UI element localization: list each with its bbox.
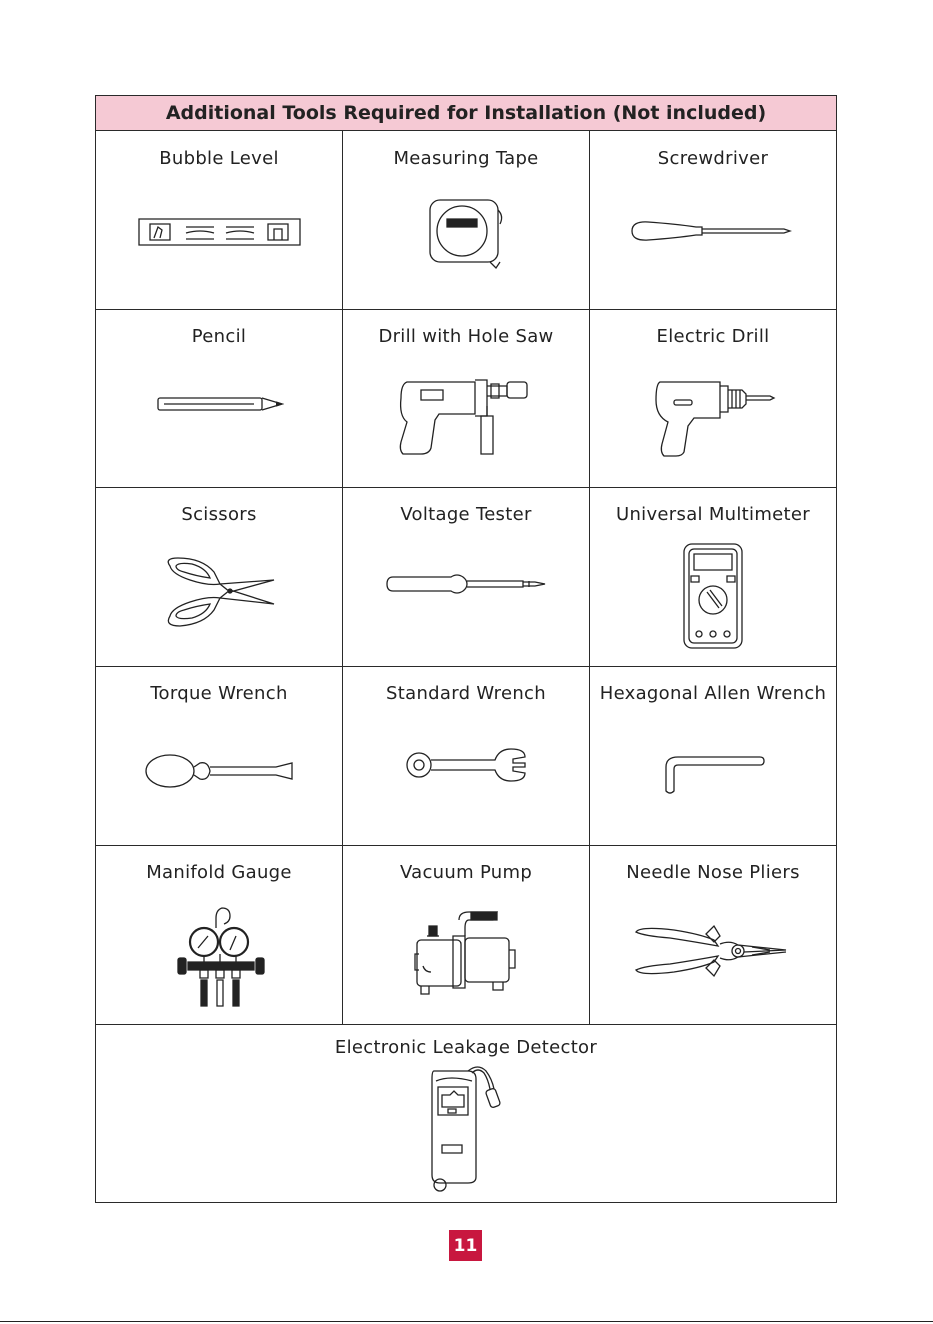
leakage-detector-icon: [420, 1065, 506, 1193]
tool-cell-standard-wrench: [343, 667, 589, 845]
tool-label: Bubble Level: [159, 148, 279, 169]
scissors-icon: [162, 554, 278, 634]
tool-cell-leakage-detector: [96, 1025, 836, 1202]
tools-table: [95, 95, 837, 1203]
bottom-rule: [0, 1321, 933, 1322]
hole-saw-drill-icon: [395, 376, 543, 460]
tool-label: Manifold Gauge: [146, 862, 292, 883]
tool-label: Standard Wrench: [386, 683, 546, 704]
tool-cell-needle-nose-pliers: [590, 846, 836, 1024]
torque-wrench-icon: [144, 751, 296, 791]
needle-nose-pliers-icon: [634, 922, 790, 980]
tool-cell-bubble-level: [96, 132, 342, 309]
multimeter-icon: [682, 542, 744, 652]
wrench-icon: [403, 745, 531, 785]
table-header: Additional Tools Required for Installation (Not included): [96, 96, 836, 131]
tool-label: Torque Wrench: [150, 683, 288, 704]
tool-label: Needle Nose Pliers: [626, 862, 800, 883]
tool-label: Universal Multimeter: [616, 504, 810, 525]
allen-wrench-icon: [654, 753, 770, 795]
tool-cell-hole-saw-drill: [343, 310, 589, 487]
tool-cell-multimeter: [590, 488, 836, 666]
electric-drill-icon: [650, 376, 776, 460]
vacuum-pump-icon: [413, 910, 523, 1000]
tool-label: Hexagonal Allen Wrench: [599, 683, 827, 704]
tool-label: Drill with Hole Saw: [378, 326, 554, 347]
tool-label: Electric Drill: [656, 326, 770, 347]
page-number-badge: 11: [449, 1230, 482, 1261]
tool-label: Pencil: [191, 326, 247, 347]
tool-cell-voltage-tester: [343, 488, 589, 666]
tool-cell-screwdriver: [590, 132, 836, 309]
pencil-icon: [154, 394, 286, 414]
tool-cell-electric-drill: [590, 310, 836, 487]
measuring-tape-icon: [426, 196, 506, 270]
tool-label: Voltage Tester: [400, 504, 532, 525]
tool-label: Measuring Tape: [393, 148, 539, 169]
manifold-gauge-icon: [174, 898, 266, 1010]
tool-cell-measuring-tape: [343, 132, 589, 309]
voltage-tester-icon: [383, 572, 549, 596]
tool-label: Vacuum Pump: [399, 862, 533, 883]
tool-cell-manifold-gauge: [96, 846, 342, 1024]
tool-cell-allen-wrench: [590, 667, 836, 845]
tool-cell-vacuum-pump: [343, 846, 589, 1024]
tool-cell-scissors: [96, 488, 342, 666]
tool-label: Screwdriver: [657, 148, 769, 169]
tool-cell-pencil: [96, 310, 342, 487]
tool-label: Scissors: [181, 504, 257, 525]
tool-label: Electronic Leakage Detector: [334, 1037, 598, 1058]
tool-cell-torque-wrench: [96, 667, 342, 845]
screwdriver-icon: [628, 218, 792, 244]
bubble-level-icon: [138, 218, 302, 248]
